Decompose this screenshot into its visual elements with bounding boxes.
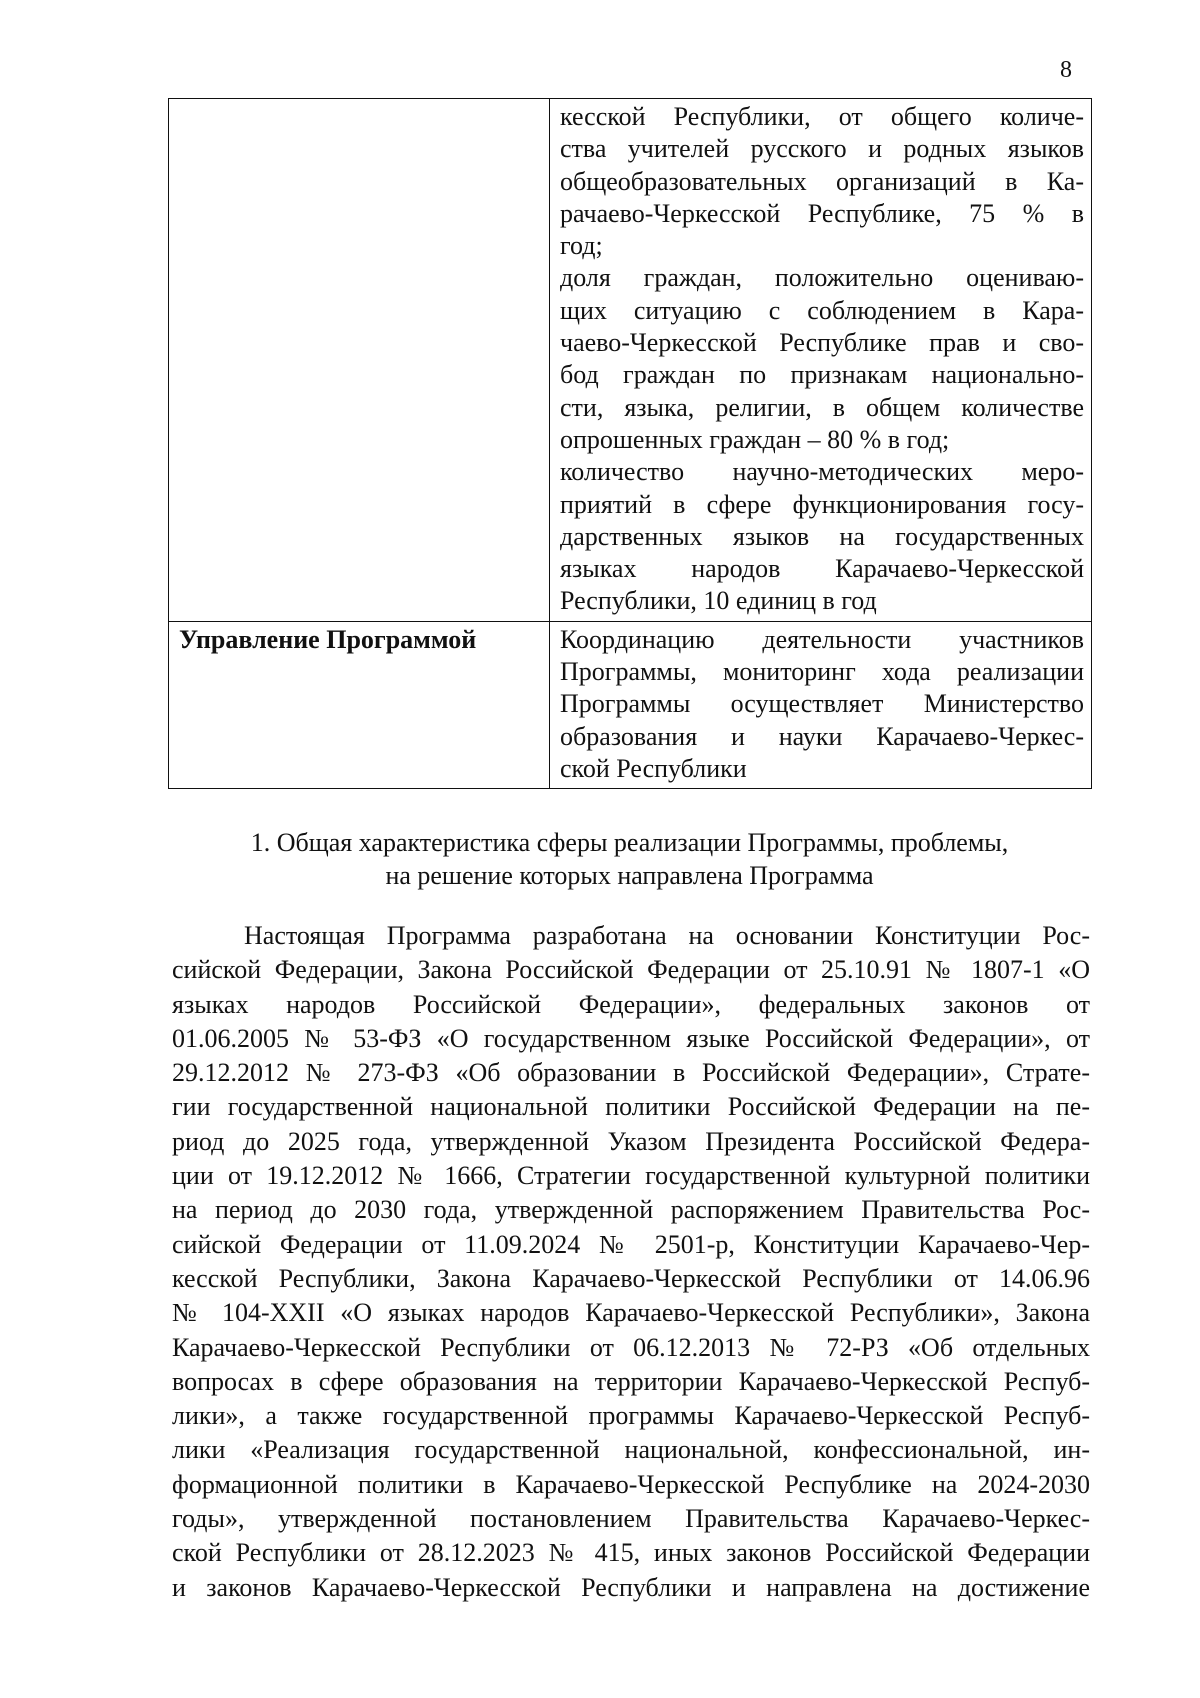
paragraph-line: риод до 2025 года, утвержденной Указом Президента Российской Федера- [172, 1126, 1090, 1156]
cell-line: Координацию деятельности участников [560, 624, 1084, 654]
cell-line: сти, языка, религии, в общем количестве [560, 392, 1084, 422]
paragraph-line: № 104-XXII «О языках народов Карачаево-Черкесской Республики», Закона [172, 1298, 1090, 1328]
section-title-line: 1. Общая характеристика сферы реализации Программы, проблемы, [250, 828, 1009, 857]
cell-line: количество научно-методических меро- [560, 457, 1084, 487]
cell-line: бод граждан по признакам национально- [560, 360, 1084, 390]
paragraph-line: Настоящая Программа разработана на основании Конституции Рос- [244, 921, 1090, 950]
table-row [169, 99, 1092, 622]
table-row [169, 621, 1092, 788]
paragraph-line: сийской Федерации от 11.09.2024 № 2501-р, Конституции Карачаево-Чер- [172, 1229, 1090, 1259]
section-title-line: на решение которых направлена Программа [385, 860, 874, 890]
paragraph-line: языках народов Российской Федерации», федеральных законов от [172, 989, 1090, 1019]
cell-line: Республики, 10 единиц в год [560, 586, 877, 616]
row-label-cell [169, 621, 550, 788]
paragraph-line: 29.12.2012 № 273-ФЗ «Об образовании в Российской Федерации», Страте- [172, 1058, 1090, 1088]
cell-line: Программы, мониторинг хода реализации [560, 657, 1084, 687]
cell-line: кесской Республики, от общего количе- [560, 102, 1084, 131]
paragraph-line: ской Республики от 28.12.2023 № 415, иных законов Российской Федерации [172, 1538, 1090, 1568]
row-label-cell [169, 99, 550, 622]
paragraph-line: гии государственной национальной политики Российской Федерации на пе- [172, 1092, 1090, 1122]
paragraph-line: кесской Республики, Закона Карачаево-Черкесской Республики от 14.06.96 [172, 1263, 1090, 1293]
paragraph-line: и законов Карачаево-Черкесской Республики и направлена на достижение [172, 1572, 1090, 1602]
paragraph-line: на период до 2030 года, утвержденной распоряжением Правительства Рос- [172, 1195, 1090, 1225]
cell-line: ской Республики [560, 753, 747, 783]
paragraph-line: Карачаево-Черкесской Республики от 06.12.2013 № 72-РЗ «Об отдельных [172, 1332, 1090, 1362]
paragraph-line: 01.06.2005 № 53-ФЗ «О государственном языке Российской Федерации», от [172, 1023, 1090, 1053]
cell-line: общеобразовательных организаций в Ка- [560, 166, 1084, 196]
cell-line: чаево-Черкесской Республике прав и сво- [560, 328, 1084, 358]
cell-line: Программы осуществляет Министерство [560, 689, 1084, 719]
cell-line: год; [560, 231, 603, 261]
cell-line: доля граждан, положительно оцениваю- [560, 263, 1084, 293]
paragraph-line: вопросах в сфере образования на территории Карачаево-Черкесской Респуб- [172, 1366, 1090, 1396]
section-title [168, 827, 1091, 892]
cell-line: приятий в сфере функционирования госу- [560, 489, 1084, 519]
page-number: 8 [1060, 57, 1072, 83]
paragraph-line: лики «Реализация государственной национальной, конфессиональной, ин- [172, 1435, 1090, 1465]
paragraph-line: сийской Федерации, Закона Российской Федерации от 25.10.91 № 1807-1 «О [172, 955, 1090, 985]
program-passport-table [168, 98, 1092, 789]
cell-line: ства учителей русского и родных языков [560, 134, 1084, 164]
cell-line: рачаево-Черкесской Республике, 75 % в [560, 198, 1084, 228]
row-label: Управление Программой [179, 624, 477, 654]
row-value-cell [550, 621, 1092, 788]
paragraph-line: формационной политики в Карачаево-Черкесской Республике на 2024-2030 [172, 1469, 1090, 1499]
paragraph-line: лики», а также государственной программы Карачаево-Черкесской Респуб- [172, 1401, 1090, 1431]
paragraph-line: ции от 19.12.2012 № 1666, Стратегии государственной культурной политики [172, 1161, 1090, 1191]
cell-line: опрошенных граждан – 80 % в год; [560, 424, 950, 454]
row-value-cell [550, 99, 1092, 622]
cell-line: дарственных языков на государственных [560, 521, 1084, 551]
cell-line: щих ситуацию с соблюдением в Кара- [560, 295, 1084, 325]
cell-line: образования и науки Карачаево-Черкес- [560, 721, 1084, 751]
cell-line: языках народов Карачаево-Черкесской [560, 554, 1084, 584]
body-paragraph [172, 919, 1090, 1605]
paragraph-line: годы», утвержденной постановлением Правительства Карачаево-Черкес- [172, 1504, 1090, 1534]
